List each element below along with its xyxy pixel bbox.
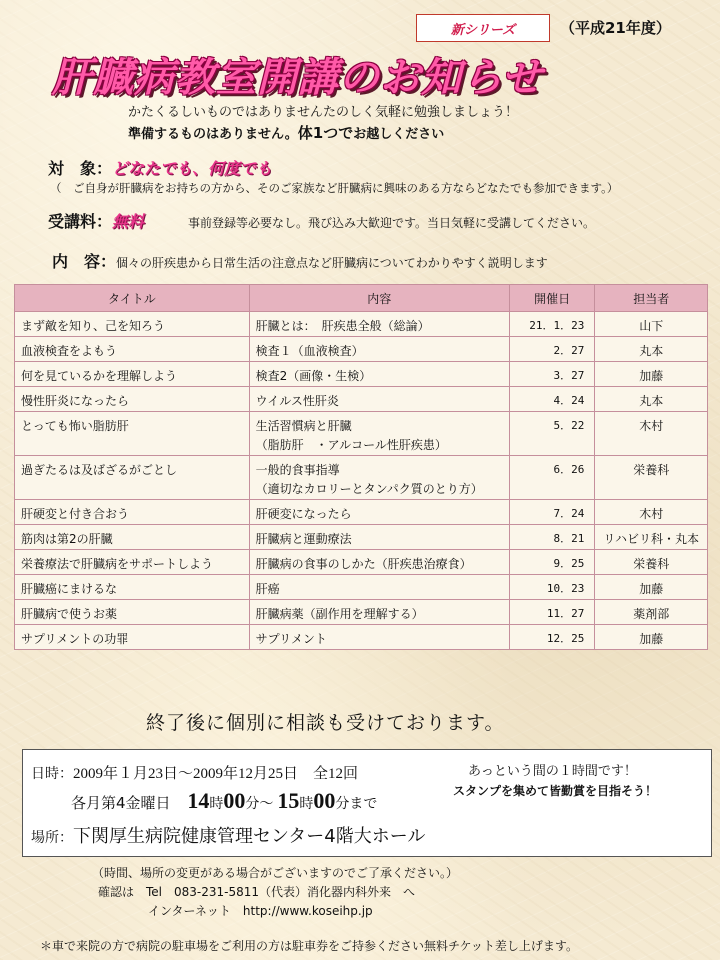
row-date: 12．25 — [509, 625, 595, 650]
row-content — [249, 412, 509, 456]
row-staff: 栄養科 — [595, 550, 708, 575]
contact-line: 確認は Tel 083-231-5811（代表）消化器内科外来 へ — [98, 885, 416, 899]
row-content — [249, 337, 509, 362]
row-title: サプリメントの功罪 — [15, 625, 250, 650]
row-content — [249, 500, 509, 525]
row-date: 9．25 — [509, 550, 595, 575]
table-row — [15, 456, 708, 500]
row-content-line: （適切なカロリーとタンパク質のとり方） — [255, 482, 483, 496]
row-date: 7．24 — [509, 500, 595, 525]
internet-line: インターネット http://www.koseihp.jp — [148, 904, 373, 918]
row-date: 4．24 — [509, 387, 595, 412]
row-content-line: 検査2（画像・生検） — [255, 369, 372, 383]
schedule-header-row — [15, 285, 708, 312]
row-title: 過ぎたるは及ばざるがごとし — [15, 456, 250, 500]
row-staff: 薬剤部 — [595, 600, 708, 625]
row-title: 栄養療法で肝臓病をサポートしよう — [15, 550, 250, 575]
row-date: 21．1．23 — [509, 312, 595, 337]
hour-unit-1: 時 — [209, 796, 224, 812]
table-row — [15, 625, 708, 650]
row-content-line: 一般的食事指導 — [255, 463, 340, 477]
table-row — [15, 525, 708, 550]
row-title: 慢性肝炎になったら — [15, 387, 250, 412]
row-date: 3．27 — [509, 362, 595, 387]
row-content-line: 肝癌 — [255, 582, 280, 596]
target-row — [48, 156, 272, 179]
row-content-line: 肝臓病の食事のしかた（肝疾患治療食） — [255, 557, 472, 571]
row-content-line: 生活習慣病と肝臓 — [255, 419, 352, 433]
table-row — [15, 387, 708, 412]
content-label: 内 容 — [52, 252, 101, 271]
end-hour: 15 — [277, 788, 300, 813]
row-content — [249, 550, 509, 575]
end-suffix: 分まで — [335, 796, 378, 812]
subtitle-2a: 準備するものはありません。 — [128, 127, 298, 142]
row-content — [249, 456, 509, 500]
row-date: 6．26 — [509, 456, 595, 500]
datetime-row — [31, 762, 358, 783]
row-staff: 丸本 — [595, 387, 708, 412]
row-staff: 加藤 — [595, 362, 708, 387]
row-content — [249, 625, 509, 650]
row-date: 11．27 — [509, 600, 595, 625]
row-content-line: 肝臓とは： 肝疾患全般（総論） — [255, 319, 430, 333]
row-content-line: 肝硬変になったら — [255, 507, 352, 521]
table-row — [15, 312, 708, 337]
fee-label: 受講料 — [48, 212, 97, 231]
fee-value: 無料 — [112, 212, 145, 231]
new-series-badge — [416, 14, 550, 42]
row-title: 筋肉は第2の肝臓 — [15, 525, 250, 550]
hour-unit-2: 時 — [299, 796, 314, 812]
row-content — [249, 362, 509, 387]
series-badge-text: 新シリーズ — [450, 22, 516, 38]
content-row — [52, 249, 548, 272]
tagline-1: あっという間の１時間です！ — [468, 764, 637, 779]
parking-footer-note: ＊車で来院の方で病院の駐車場をご利用の方は駐車券をご持参ください無料チケット差し上げます。 — [40, 939, 578, 953]
row-title: 肝硬変と付き合おう — [15, 500, 250, 525]
min-unit: 分～ — [245, 796, 274, 812]
schedule-body — [15, 312, 708, 650]
fee-row — [48, 209, 144, 232]
start-hour: 14 — [187, 788, 210, 813]
row-content — [249, 525, 509, 550]
row-content — [249, 575, 509, 600]
row-content-line: サプリメント — [255, 632, 327, 646]
content-description: 個々の肝疾患から日常生活の注意点など肝臓病についてわかりやすく説明します — [116, 256, 548, 270]
end-min: 00 — [313, 788, 336, 813]
row-title: 肝臓癌にまけるな — [15, 575, 250, 600]
place-label: 場所： — [31, 830, 73, 846]
fee-colon: ： — [96, 212, 113, 231]
target-description: （ ご自身が肝臓病をお持ちの方から、そのご家族など肝臓病に興味のある方ならどなたでも参加できます。） — [50, 181, 619, 195]
row-staff: 山下 — [595, 312, 708, 337]
place-row — [31, 822, 425, 848]
after-consultation-note: 終了後に個別に相談も受けております。 — [146, 712, 505, 734]
row-staff: 木村 — [595, 412, 708, 456]
fee-description: 事前登録等必要なし。飛び込み大歓迎です。当日気軽に受講してください。 — [188, 216, 596, 230]
row-title: 血液検査をよもう — [15, 337, 250, 362]
notes-block — [92, 864, 458, 921]
target-colon: ： — [96, 159, 113, 178]
row-content — [249, 387, 509, 412]
fiscal-year: （平成21年度） — [560, 19, 671, 37]
table-row — [15, 575, 708, 600]
row-title: とっても怖い脂肪肝 — [15, 412, 250, 456]
table-row — [15, 600, 708, 625]
target-label: 対 象 — [48, 159, 97, 178]
table-row — [15, 500, 708, 525]
table-row — [15, 337, 708, 362]
subtitle-line-1: かたくるしいものではありませんたのしく気軽に勉強しましょう！ — [128, 105, 519, 120]
row-content — [249, 312, 509, 337]
header-date: 開催日 — [509, 285, 595, 312]
place-value: 下関厚生病院健康管理センター4階大ホール — [73, 826, 426, 847]
subtitle-2c: お越しください — [353, 127, 445, 142]
datetime-label: 日時： — [31, 766, 73, 782]
table-row — [15, 550, 708, 575]
row-title: 何を見ているかを理解しよう — [15, 362, 250, 387]
row-content-line: （脂肪肝 ・アルコール性肝疾患） — [255, 438, 447, 452]
content-colon: ： — [100, 252, 117, 271]
row-date: 2．27 — [509, 337, 595, 362]
row-content-line: ウイルス性肝炎 — [255, 394, 339, 408]
start-min: 00 — [223, 788, 246, 813]
row-content-line: 肝臓病と運動療法 — [255, 532, 352, 546]
row-title: まず敵を知り、己を知ろう — [15, 312, 250, 337]
tagline-2: スタンプを集めて皆勤賞を目指そう！ — [453, 784, 658, 798]
datetime-value: 2009年１月23日～2009年12月25日 全12回 — [73, 766, 359, 782]
subtitle-2b: 体1つで — [297, 124, 354, 142]
row-date: 5．22 — [509, 412, 595, 456]
time-row — [71, 788, 377, 814]
page-title: 肝臓病教室開講のお知らせ — [52, 55, 543, 101]
row-title: 肝臓病で使うお薬 — [15, 600, 250, 625]
row-staff: リハビリ科・丸本 — [595, 525, 708, 550]
change-notice: （時間、場所の変更がある場合がございますのでご了承ください。） — [92, 866, 459, 880]
row-content-line: 検査１（血液検査） — [255, 344, 364, 358]
weekly-prefix: 各月第4金曜日 — [71, 794, 171, 812]
table-row — [15, 412, 708, 456]
table-row — [15, 362, 708, 387]
event-info-box — [22, 749, 712, 857]
target-value: どなたでも、何度でも — [112, 159, 273, 178]
row-content — [249, 600, 509, 625]
row-staff: 栄養科 — [595, 456, 708, 500]
subtitle-line-2 — [128, 122, 444, 143]
row-date: 8．21 — [509, 525, 595, 550]
row-staff: 木村 — [595, 500, 708, 525]
row-staff: 加藤 — [595, 575, 708, 600]
header-staff: 担当者 — [595, 285, 708, 312]
row-staff: 加藤 — [595, 625, 708, 650]
row-staff: 丸本 — [595, 337, 708, 362]
row-date: 10．23 — [509, 575, 595, 600]
row-content-line: 肝臓病薬（副作用を理解する） — [255, 607, 424, 621]
header-title: タイトル — [15, 285, 250, 312]
header-content: 内容 — [249, 285, 509, 312]
schedule-table — [14, 284, 708, 650]
